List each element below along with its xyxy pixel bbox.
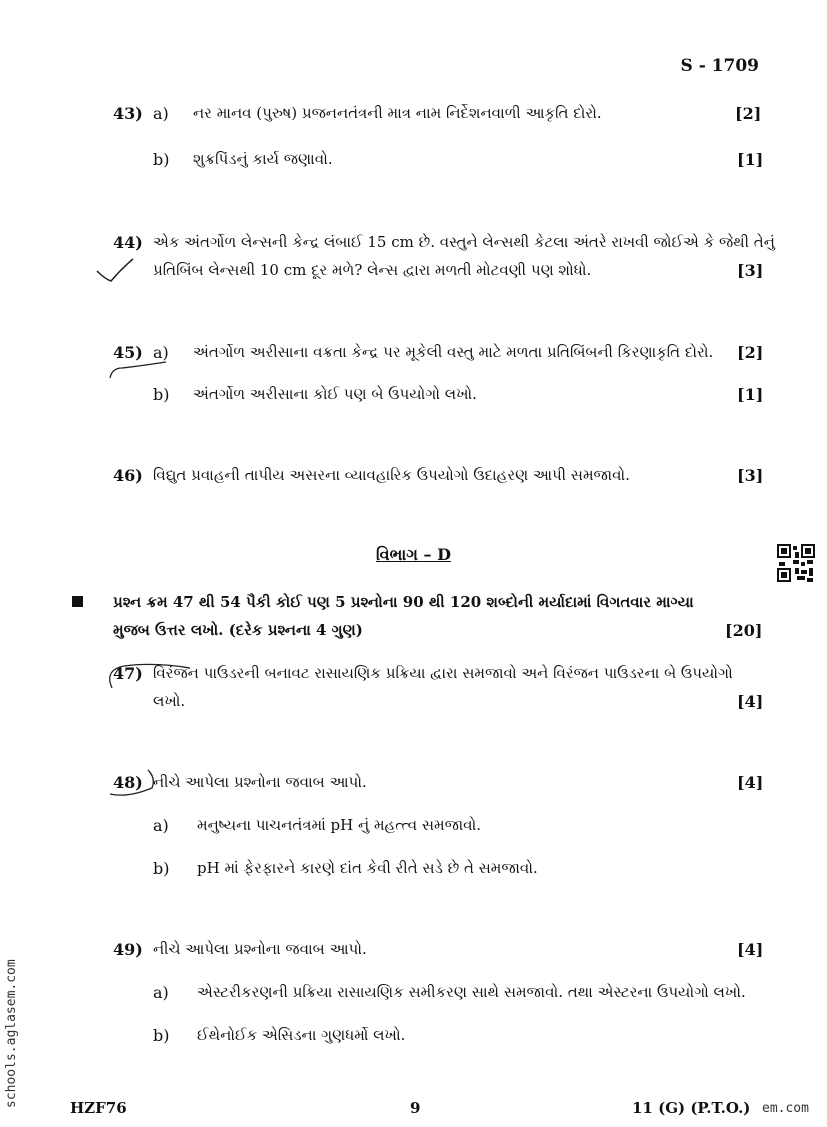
q43-a-text: નર માનવ (પુરુષ) પ્રજનનતંત્રની માત્ર નામ નિર્દેશનવાળી આકૃતિ દોરો. <box>193 104 602 122</box>
footer-watermark: em.com <box>762 1101 809 1116</box>
q48-text: નીચે આપેલા પ્રશ્નોના જવાબ આપો. <box>153 773 367 791</box>
q46-marks: [3] <box>737 466 764 485</box>
question-49-number: 49) <box>113 940 143 959</box>
square-bullet-icon <box>72 596 83 607</box>
instruction-marks: [20] <box>725 621 763 640</box>
q49-b-text: ઈથેનોઈક એસિડના ગુણધર્મો લખો. <box>197 1026 406 1044</box>
question-45-number: 45) <box>113 343 143 362</box>
pen-circle-mark-icon <box>104 660 194 694</box>
q49-a-text: એસ્ટરીકરણની પ્રક્રિયા રાસાયણિક સમીકરણ સાથે સમજાવો. તથા એસ્ટરના ઉપયોગો લખો. <box>197 983 746 1001</box>
q43-a-marks: [2] <box>735 104 762 123</box>
q44-marks: [3] <box>737 261 764 280</box>
q45-b-label: b) <box>153 385 170 404</box>
q47-text-line2: લખો. <box>153 692 186 710</box>
q49-a-label: a) <box>153 983 169 1002</box>
paper-code: S - 1709 <box>680 56 759 76</box>
footer-code: HZF76 <box>70 1099 127 1117</box>
instruction-line2: મુજબ ઉત્તર લખો. (દરેક પ્રશ્નના 4 ગુણ) <box>113 621 363 639</box>
q49-b-label: b) <box>153 1026 170 1045</box>
q43-b-text: શુક્રપિંડનું કાર્ય જણાવો. <box>193 150 333 168</box>
question-46-number: 46) <box>113 466 143 485</box>
instruction-line1: પ્રશ્ન ક્રમ 47 થી 54 પૈકી કોઈ પણ 5 પ્રશ્નોના 90 થી 120 શબ્દોની મર્યાદામાં વિગતવાર માગ્યા <box>113 593 694 611</box>
q47-marks: [4] <box>737 692 764 711</box>
footer-page-info: 11 (G) (P.T.O.) <box>632 1099 751 1117</box>
q44-text-line2: પ્રતિબિંબ લેન્સથી 10 cm દૂર મળે? લેન્સ દ્વારા મળતી મોટવણી પણ શોધો. <box>153 261 592 279</box>
pen-tick-mark-icon <box>95 255 135 285</box>
q47-text-line1: વિરંજન પાઉડરની બનાવટ રાસાયણિક પ્રક્રિયા દ્વારા સમજાવો અને વિરંજન પાઉડરના બે ઉપયોગો <box>153 664 733 682</box>
question-47-number: 47) <box>113 664 143 683</box>
q49-marks: [4] <box>737 940 764 959</box>
q43-b-label: b) <box>153 150 170 169</box>
q48-marks: [4] <box>737 773 764 792</box>
q46-text: વિદ્યુત પ્રવાહની તાપીય અસરના વ્યાવહારિક ઉપયોગો ઉદાહરણ આપી સમજાવો. <box>153 466 630 484</box>
question-43-number: 43) <box>113 104 143 123</box>
pen-underline-mark-icon <box>108 768 158 802</box>
q48-b-label: b) <box>153 859 170 878</box>
q48-a-label: a) <box>153 816 169 835</box>
q49-text: નીચે આપેલા પ્રશ્નોના જવાબ આપો. <box>153 940 367 958</box>
q44-text-line1: એક અંતર્ગોળ લેન્સની કેન્દ્ર લંબાઈ 15 cm છે. વસ્તુને લેન્સથી કેટલા અંતરે રાખવી જોઈએ કે જેથી તેનું <box>153 233 775 251</box>
side-watermark: schools.aglasem.com <box>4 959 19 1108</box>
q45-b-text: અંતર્ગોળ અરીસાના કોઈ પણ બે ઉપયોગો લખો. <box>193 385 477 403</box>
page-number: 9 <box>410 1099 421 1117</box>
section-heading: વિભાગ – D <box>376 545 451 564</box>
q43-a-label: a) <box>153 104 169 123</box>
question-44-number: 44) <box>113 233 143 252</box>
q48-a-text: મનુષ્યના પાચનતંત્રમાં pH નું મહત્ત્વ સમજાવો. <box>197 816 482 834</box>
qr-code-icon <box>777 544 815 582</box>
q45-a-text: અંતર્ગોળ અરીસાના વક્રતા કેન્દ્ર પર મૂકેલી વસ્તુ માટે મળતા પ્રતિબિંબની કિરણાકૃતિ દોરો. <box>193 343 714 361</box>
q48-b-text: pH માં ફેરફારને કારણે દાંત કેવી રીતે સડે છે તે સમજાવો. <box>197 859 538 877</box>
q45-a-label: a) <box>153 343 169 362</box>
q43-b-marks: [1] <box>737 150 764 169</box>
q45-a-marks: [2] <box>737 343 764 362</box>
question-48-number: 48) <box>113 773 143 792</box>
pen-underline-mark-icon <box>108 360 168 382</box>
q45-b-marks: [1] <box>737 385 764 404</box>
